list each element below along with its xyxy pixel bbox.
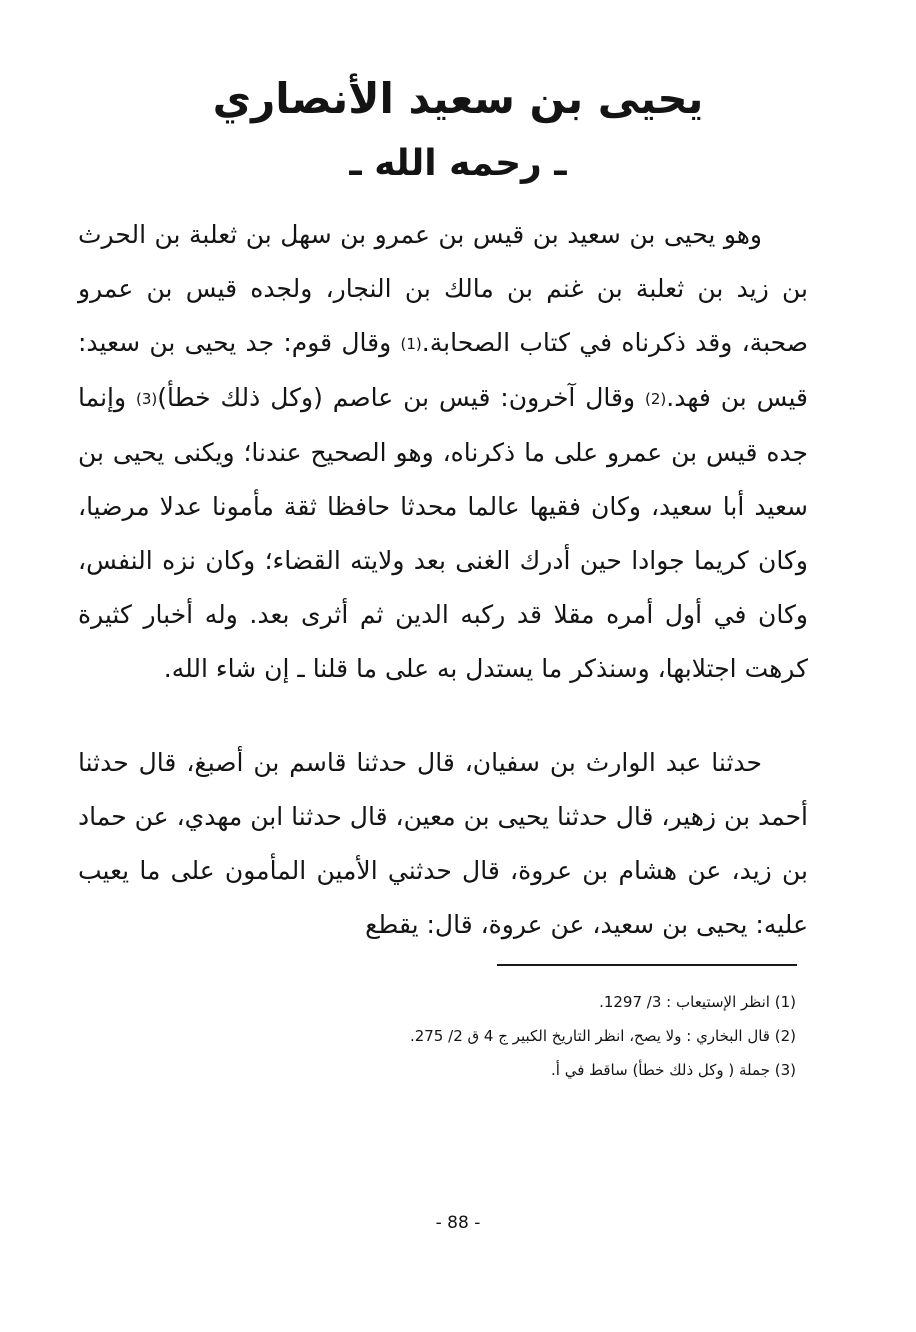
chapter-title: يحيى بن سعيد الأنصاري: [212, 74, 704, 123]
footnote-ref-1: (1): [400, 335, 422, 353]
paragraph-1-segment-4: وإنما جده قيس بن عمرو على ما ذكرناه، وهو الصحيح عندنا؛ ويكنى يحيى بن سعيد أبا سعيد، وكان فقيها عالما محدثا حافظا ثقة مأمونا عدلا مرضيا، وكان كريما جوادا حين أدرك الغنى بعد ولايته القضاء؛ وكان نزه النفس، وكان في أول أمره مقلا قد ركبه الدين ثم أثرى بعد. وله أخبار كثيرة كرهت اجتلابها، وسنذكر ما يستدل به على ما قلنا ـ إن شاء الله.: [78, 383, 808, 683]
footnote-1: (1) انظر الإستيعاب : 3/ 1297.: [599, 993, 796, 1011]
footnote-separator: [497, 964, 797, 966]
footnote-2: (2) قال البخاري : ولا يصح، انظر التاريخ الكبير ج 4 ق 2/ 275.: [409, 1027, 796, 1045]
body-paragraph-1: [78, 208, 808, 696]
paragraph-1-segment-1: وهو يحيى بن سعيد بن قيس بن عمرو بن سهل بن ثعلبة بن الحرث بن زيد بن ثعلبة بن غنم بن مالك بن النجار، ولجده قيس بن عمرو صحبة، وقد ذكرناه في كتاب الصحابة.: [78, 220, 808, 357]
paragraph-2-text: حدثنا عبد الوارث بن سفيان، قال حدثنا قاسم بن أصبغ، قال حدثنا أحمد بن زهير، قال حدثنا يحيى بن معين، قال حدثنا ابن مهدي، عن حماد بن زيد، عن هشام بن عروة، قال حدثني الأمين المأمون على ما يعيب عليه: يحيى بن سعيد، عن عروة، قال: يقطع: [78, 748, 808, 939]
footnote-ref-2: (2): [645, 390, 667, 408]
paragraph-1-segment-2: وقال قوم: جد يحيى بن سعيد: قيس بن فهد.: [78, 328, 808, 412]
footnotes: [410, 985, 796, 1087]
paragraph-1-segment-3: وقال آخرون: قيس بن عاصم (وكل ذلك خطأ): [157, 383, 645, 412]
body-paragraph-2: [78, 736, 808, 952]
page-number: - 88 -: [435, 1213, 481, 1233]
footnote-ref-3: (3): [135, 390, 158, 408]
footnote-3: (3) جملة ( وكل ذلك خطأ) ساقط في أ.: [551, 1061, 796, 1079]
chapter-subtitle: ـ رحمه الله ـ: [349, 143, 567, 184]
